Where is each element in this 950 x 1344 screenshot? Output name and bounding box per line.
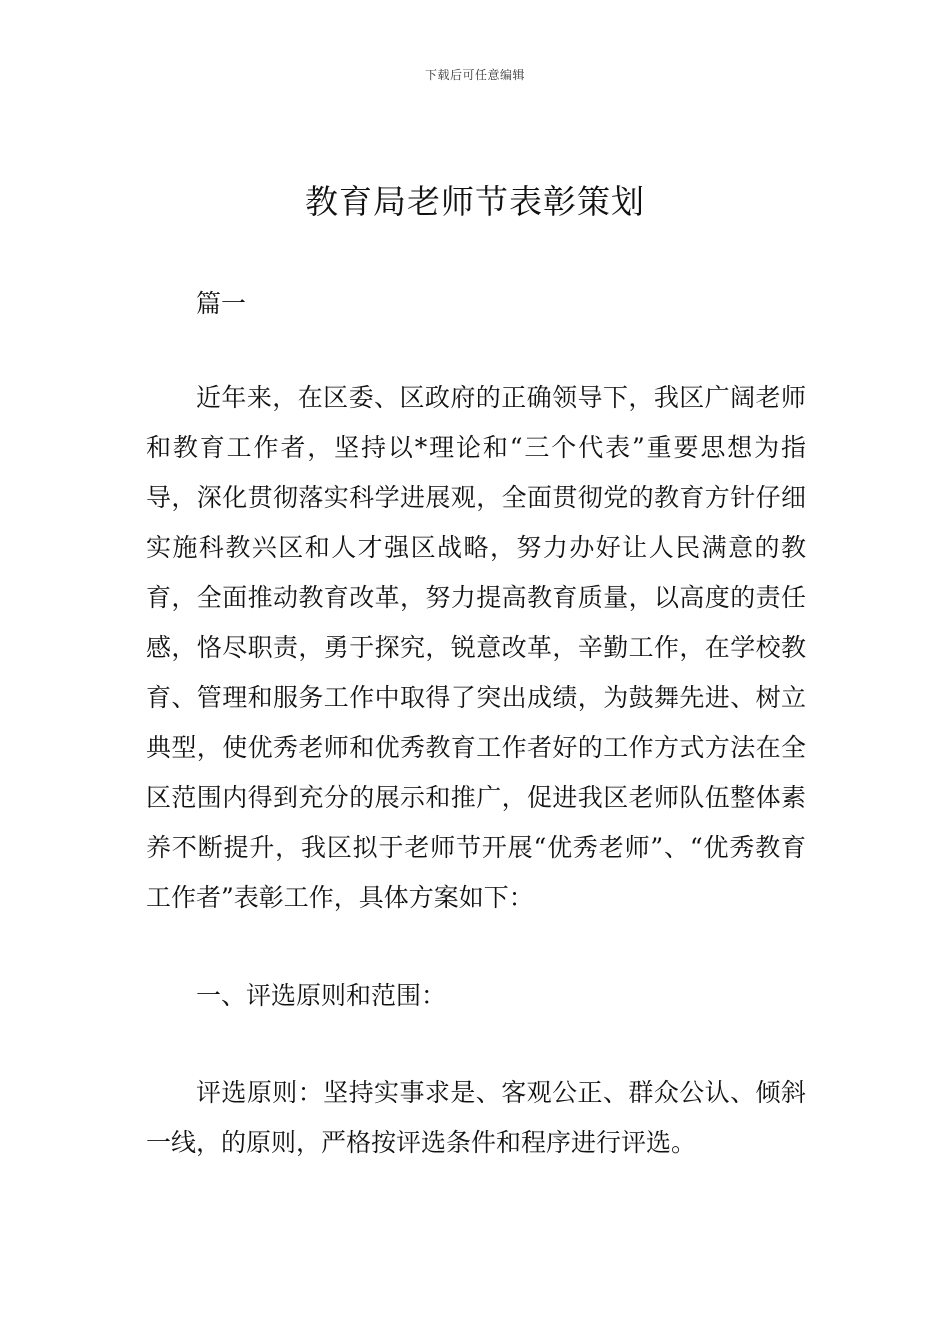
paragraph-intro: 近年来，在区委、区政府的正确领导下，我区广阔老师和教育工作者，坚持以*理论和“三个代表”重要思想为指导，深化贯彻落实科学进展观，全面贯彻党的教育方针仔细实施科教兴区和人才强区战略，努力办好让人民满意的教育，全面推动教育改革，努力提高教育质量，以高度的责任感，恪尽职责，勇于探究，锐意改革，辛勤工作，在学校教育、管理和服务工作中取得了突出成绩，为鼓舞先进、树立典型，使优秀老师和优秀教育工作者好的工作方式方法在全区范围内得到充分的展示和推广，促进我区老师队伍整体素养不断提升，我区拟于老师节开展“优秀老师”、“优秀教育工作者”表彰工作，具体方案如下：: [146, 383, 806, 912]
document-title: 教育局老师节表彰策划: [305, 182, 645, 221]
section-heading: 一、评选原则和范围：: [196, 981, 447, 1010]
header-note: 下载后可任意编辑: [424, 68, 525, 82]
section-label: 篇一: [196, 289, 247, 318]
paragraph-principle: 评选原则：坚持实事求是、客观公正、群众公认、倾斜一线，的原则，严格按评选条件和程序进行评选。: [146, 1078, 806, 1157]
